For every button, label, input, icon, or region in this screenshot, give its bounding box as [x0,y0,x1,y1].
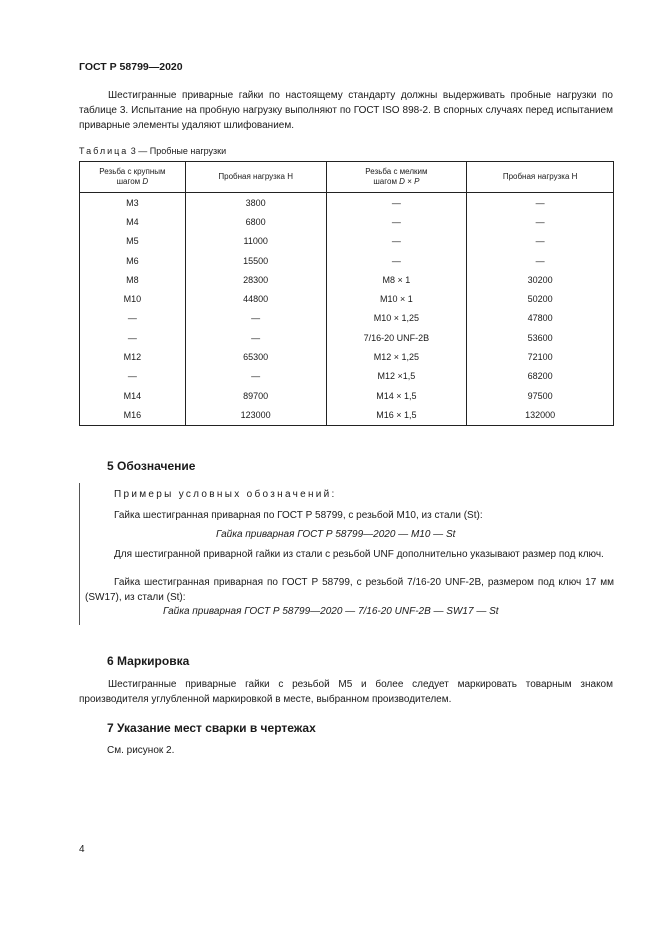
table-row [80,289,614,308]
page-number: 4 [79,844,85,855]
proof-load-table [79,161,614,426]
table-cell: M5 [80,232,186,251]
table-cell: M10 × 1,25 [326,309,467,328]
table-cell: 30200 [467,270,614,289]
section-7-text: См. рисунок 2. [107,745,175,756]
table-row [80,212,614,231]
table-row [80,367,614,386]
table-cell: — [185,328,326,347]
table-cell: 132000 [467,405,614,425]
document-header: ГОСТ Р 58799—2020 [79,61,183,73]
table-cell: M14 × 1,5 [326,386,467,405]
table-cell: — [326,232,467,251]
table-cell: M6 [80,251,186,270]
example-2-text: Гайка шестигранная приварная по ГОСТ Р 58799, с резьбой 7/16-20 UNF-2B, размером под ключ 17 мм (SW17), из стали (St): [85,577,614,603]
table-cell: 7/16-20 UNF-2B [326,328,467,347]
header-proof-load-coarse: Пробная нагрузка Н [185,162,326,193]
section-6-title: 6 Маркировка [107,654,190,668]
table-cell: — [185,309,326,328]
table-row [80,193,614,213]
table-row [80,270,614,289]
table-row [80,405,614,425]
table-cell: 53600 [467,328,614,347]
table-cell: M14 [80,386,186,405]
section-6-text: Шестигранные приварные гайки с резьбой M5 и более следует маркировать товарным знаком производителя углубленной маркировкой в месте, выбранном производителем. [79,679,613,705]
table-cell: M16 [80,405,186,425]
table-cell: — [467,232,614,251]
intro-paragraph: Шестигранные приварные гайки по настоящему стандарту должны выдерживать пробные нагрузки по таблице 3. Испытание на пробную нагрузку выполняют по ГОСТ ISO 898-2. В спорных случаях перед испытанием приварные элементы удаляют шлифованием. [79,90,613,131]
table-cell: — [185,367,326,386]
table-cell: — [80,328,186,347]
example-1-text: Гайка шестигранная приварная по ГОСТ Р 58799, с резьбой M10, из стали (St): [114,510,483,521]
table-caption-label: Таблица [79,146,129,156]
table-cell: M12 × 1,25 [326,347,467,366]
table-caption [79,146,226,156]
table-cell: 28300 [185,270,326,289]
table-cell: — [80,367,186,386]
example-1-designation: Гайка приварная ГОСТ Р 58799—2020 — M10 — St [216,529,456,540]
table-cell: 68200 [467,367,614,386]
table-cell: 47800 [467,309,614,328]
table-cell: — [326,212,467,231]
table-cell: M16 × 1,5 [326,405,467,425]
table-cell: M12 ×1,5 [326,367,467,386]
table-row [80,386,614,405]
table-cell: 72100 [467,347,614,366]
section-7-title: 7 Указание мест сварки в чертежах [107,721,316,735]
table-cell: 3800 [185,193,326,213]
table-cell: — [467,212,614,231]
table-caption-title: 3 — Пробные нагрузки [128,146,227,156]
table-cell: M3 [80,193,186,213]
table-cell: 65300 [185,347,326,366]
header-proof-load-fine: Пробная нагрузка Н [467,162,614,193]
table-cell: — [326,251,467,270]
table-row [80,232,614,251]
table-cell: — [467,193,614,213]
table-cell: M8 [80,270,186,289]
examples-label: Примеры условных обозначений: [114,489,337,500]
section-5-title: 5 Обозначение [107,459,196,473]
table-row [80,347,614,366]
table-cell: 44800 [185,289,326,308]
table-header-row [80,162,614,193]
table-row [80,328,614,347]
table-cell: 15500 [185,251,326,270]
table-row [80,309,614,328]
table-cell: M4 [80,212,186,231]
table-cell: M10 × 1 [326,289,467,308]
table-row [80,251,614,270]
table-cell: M10 [80,289,186,308]
table-cell: 50200 [467,289,614,308]
table-cell: — [467,251,614,270]
table-cell: M12 [80,347,186,366]
table-cell: 123000 [185,405,326,425]
header-fine-thread: Резьба с мелким шагом D × P [326,162,467,193]
table-cell: 97500 [467,386,614,405]
header-coarse-thread: Резьба с крупным шагом D [80,162,186,193]
table-cell: — [80,309,186,328]
example-2-designation: Гайка приварная ГОСТ Р 58799—2020 — 7/16-20 UNF-2B — SW17 — St [163,606,499,617]
table-cell: 89700 [185,386,326,405]
table-cell: — [326,193,467,213]
change-bar [79,483,80,625]
table-cell: 6800 [185,212,326,231]
table-cell: M8 × 1 [326,270,467,289]
unf-note: Для шестигранной приварной гайки из стали с резьбой UNF дополнительно указывают размер под ключ. [114,549,604,560]
table-cell: 11000 [185,232,326,251]
